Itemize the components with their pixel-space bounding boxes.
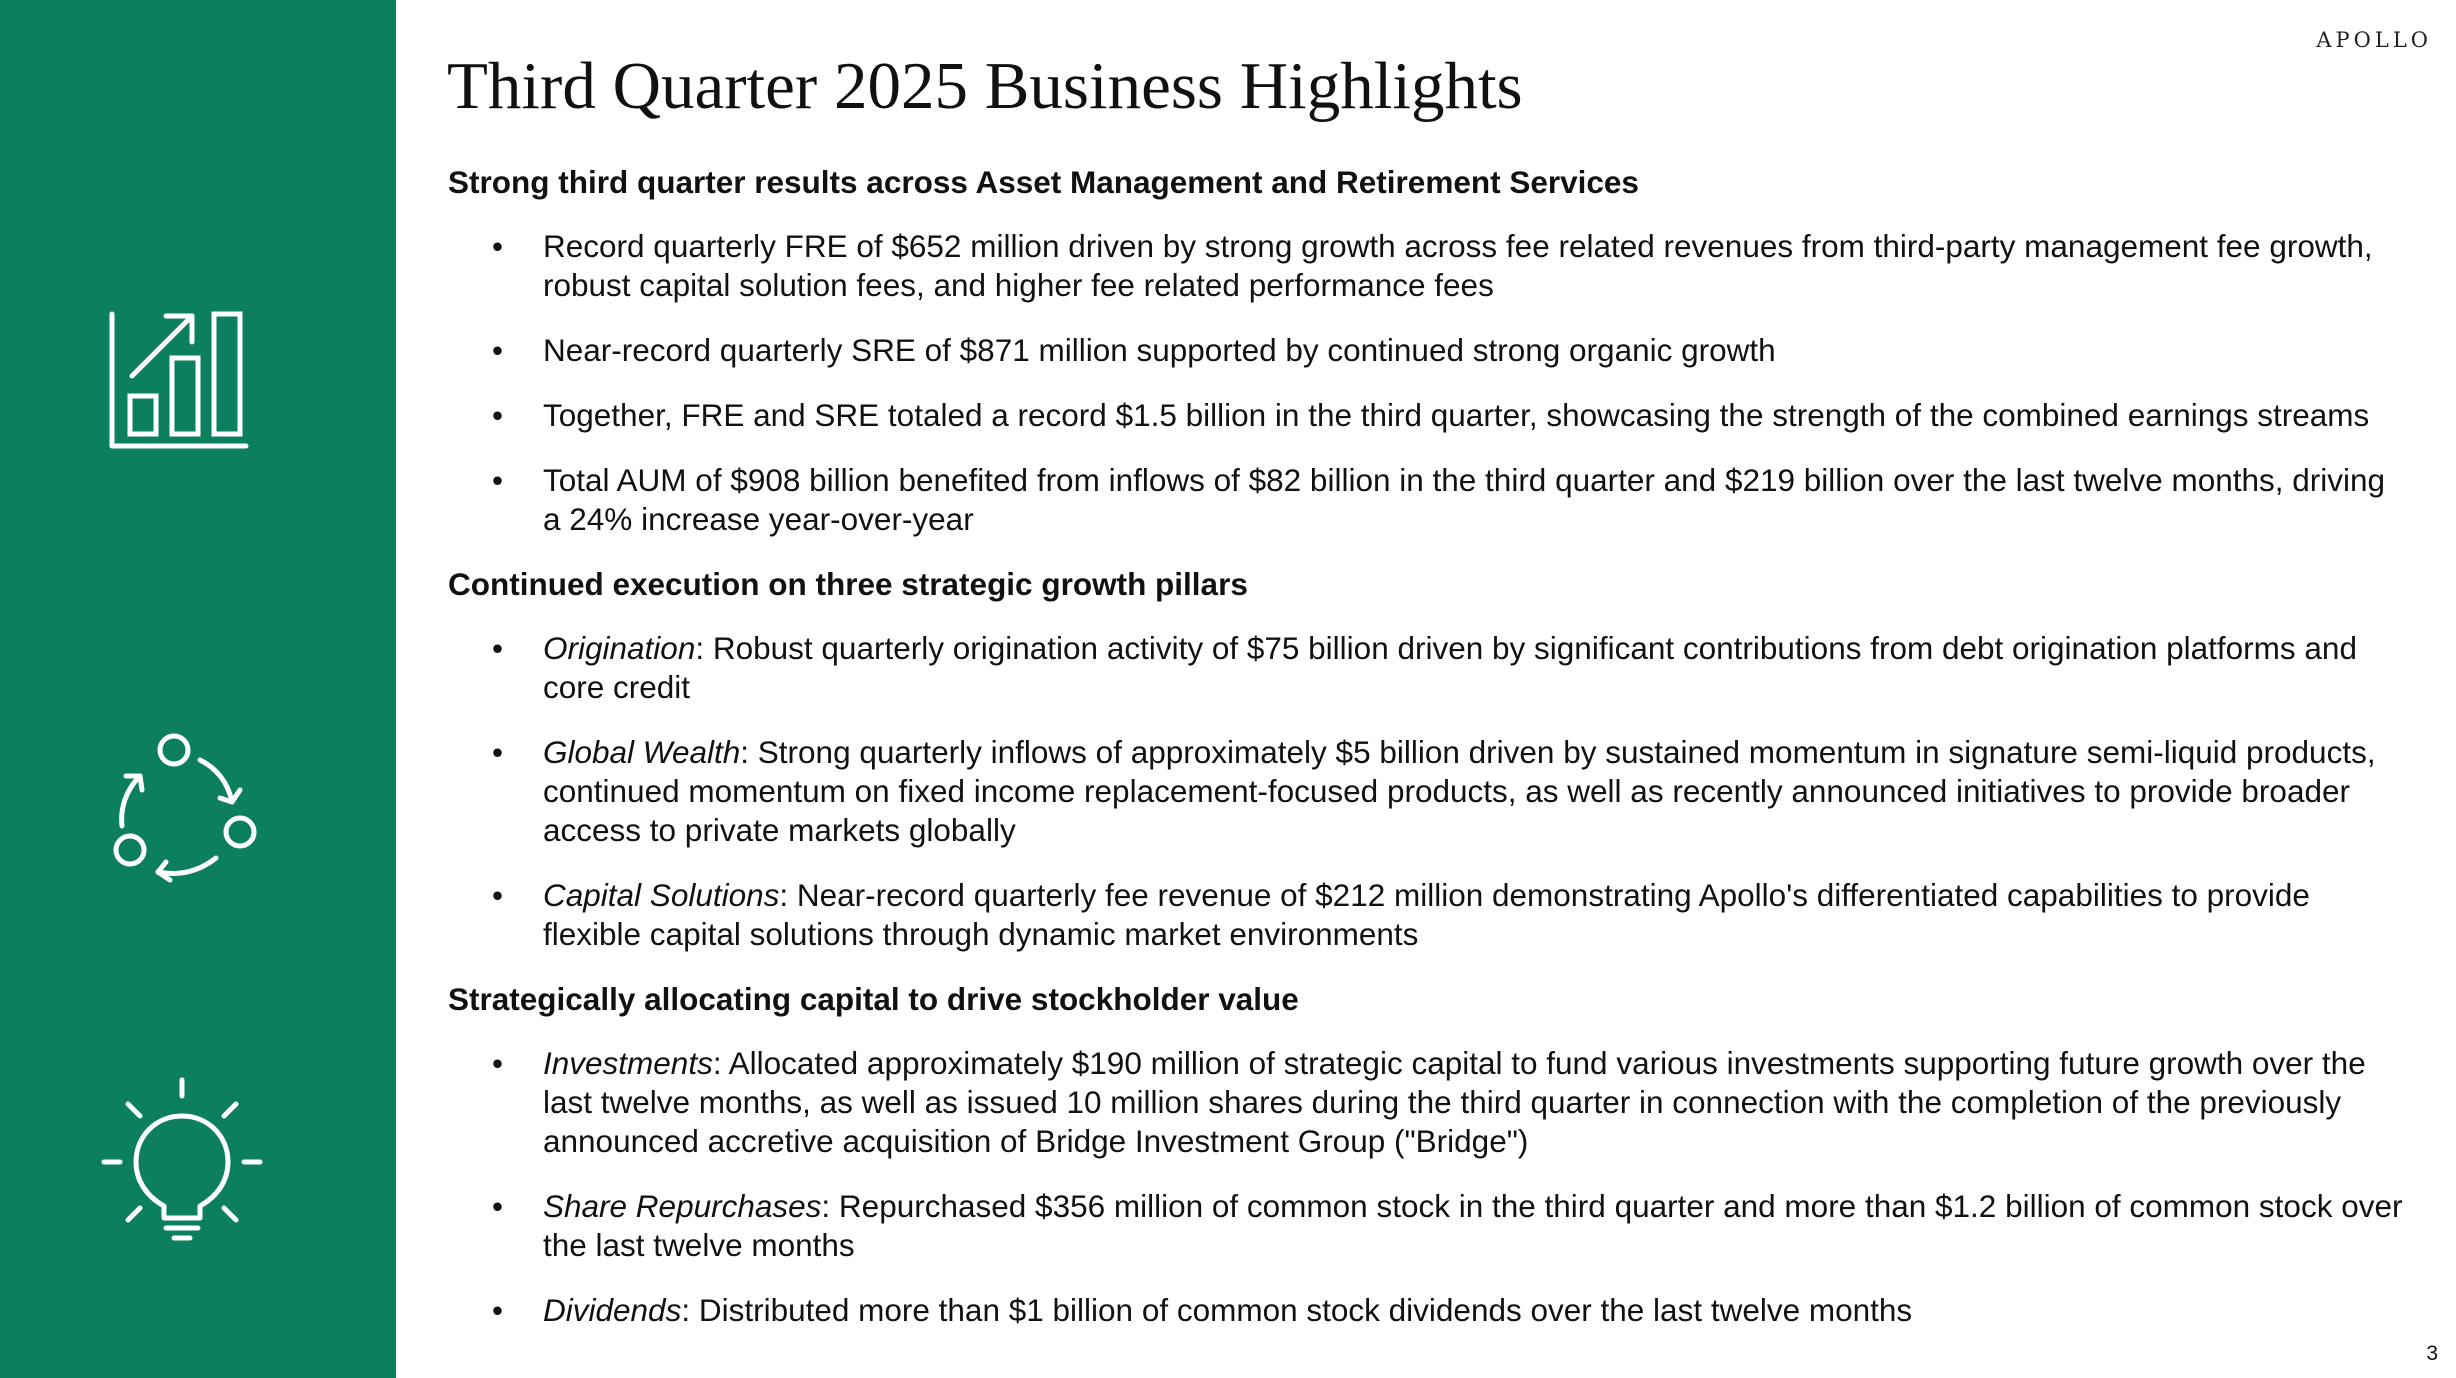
bullet-list: [448, 227, 2408, 539]
section-capital-allocation: [448, 980, 2408, 1330]
bullet-text: Total AUM of $908 billion benefited from inflows of $82 billion in the third quarter and $219 billion over the last twelve months, driving a 24% increase year-over-year: [543, 462, 2386, 537]
section-heading: Strategically allocating capital to drive stockholder value: [448, 981, 1299, 1017]
apollo-logo: APOLLO: [2316, 28, 2432, 52]
bullet-lead: Dividends: [543, 1292, 682, 1328]
lightbulb-icon: [92, 1070, 272, 1250]
green-sidebar: [0, 0, 396, 1378]
bullet-item: [448, 1187, 2408, 1265]
growth-chart-icon: [92, 290, 272, 470]
bullet-text: Record quarterly FRE of $652 million driven by strong growth across fee related revenues from third-party management fee growth, robust capital solution fees, and higher fee related performance fees: [543, 228, 2373, 303]
bullet-text: : Strong quarterly inflows of approximately $5 billion driven by sustained momentum in signature semi-liquid products, continued momentum on fixed income replacement-focused products, as well as recently announced initiatives to provide broader access to private markets globally: [543, 734, 2376, 848]
bullet-item: [448, 733, 2408, 850]
bullet-text: : Distributed more than $1 billion of common stock dividends over the last twelve months: [681, 1292, 1913, 1328]
bullet-lead: Global Wealth: [543, 734, 741, 770]
page-number: 3: [2426, 1342, 2438, 1365]
section-results: [448, 163, 2408, 539]
bullet-text: : Robust quarterly origination activity of $75 billion driven by significant contributions from debt origination platforms and core credit: [543, 630, 2357, 705]
bullet-lead: Capital Solutions: [543, 877, 780, 913]
bullet-item: [448, 396, 2408, 435]
bullet-lead: Investments: [543, 1045, 713, 1081]
bullet-text: Near-record quarterly SRE of $871 million supported by continued strong organic growth: [543, 332, 1776, 368]
bullet-list: [448, 1044, 2408, 1330]
bullet-lead: Share Repurchases: [543, 1188, 822, 1224]
bullet-item: [448, 629, 2408, 707]
section-growth-pillars: [448, 565, 2408, 954]
page-title: Third Quarter 2025 Business Highlights: [447, 49, 1523, 123]
bullet-text: : Repurchased $356 million of common stock in the third quarter and more than $1.2 billion of common stock over the last twelve months: [543, 1188, 2403, 1263]
bullet-item: [448, 227, 2408, 305]
bullet-lead: Origination: [543, 630, 696, 666]
bullet-list: [448, 629, 2408, 954]
bullet-item: [448, 876, 2408, 954]
bullet-text: Together, FRE and SRE totaled a record $1.5 billion in the third quarter, showcasing the strength of the combined earnings streams: [543, 397, 2370, 433]
bullet-item: [448, 1291, 2408, 1330]
section-heading: Continued execution on three strategic growth pillars: [448, 566, 1248, 602]
cycle-icon: [92, 720, 272, 900]
bullet-item: [448, 1044, 2408, 1161]
highlights-content: [448, 163, 2408, 1330]
section-heading: Strong third quarter results across Asset Management and Retirement Services: [448, 164, 1639, 200]
bullet-text: : Allocated approximately $190 million of strategic capital to fund various investments supporting future growth over the last twelve months, as well as issued 10 million shares during the third quarter in connection with the completion of the previously announced accretive acquisition of Bridge Investment Group ("Bridge"): [543, 1045, 2366, 1159]
bullet-item: [448, 331, 2408, 370]
bullet-text: : Near-record quarterly fee revenue of $212 million demonstrating Apollo's differentiated capabilities to provide flexible capital solutions through dynamic market environments: [543, 877, 2310, 952]
bullet-item: [448, 461, 2408, 539]
